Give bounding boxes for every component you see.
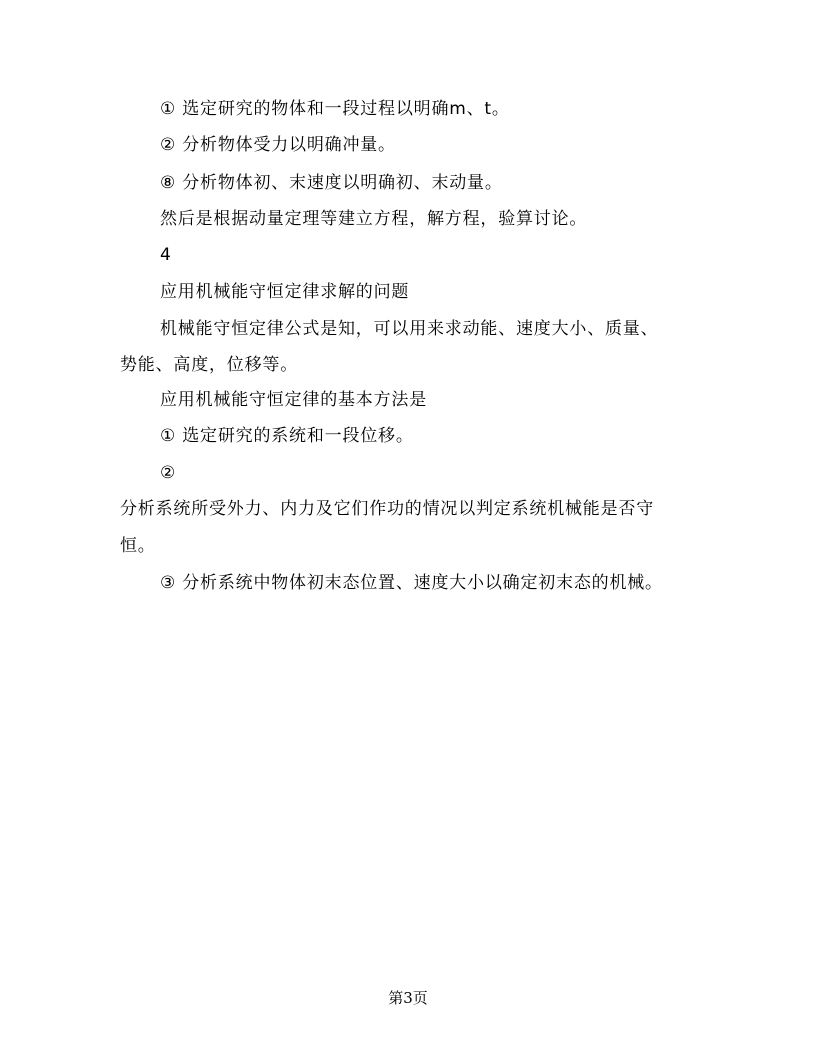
paragraph-step-3-velocity: ⑧ 分析物体初、末速度以明确初、末动量。 xyxy=(160,173,503,193)
paragraph-momentum-conclusion: 然后是根据动量定理等建立方程，解方程，验算讨论。 xyxy=(160,209,588,229)
paragraph-method-step-2-line-2: 恒。 xyxy=(120,536,156,556)
paragraph-method-step-2-line-1: 分析系统所受外力、内力及它们作功的情况以判定系统机械能是否守 xyxy=(120,499,654,519)
paragraph-method-step-2-marker: ② xyxy=(160,463,177,483)
paragraph-step-1-object: ① 选定研究的物体和一段过程以明确m、t。 xyxy=(160,99,510,119)
paragraph-method-step-1: ① 选定研究的系统和一段位移。 xyxy=(160,426,414,446)
paragraph-formula-line-2: 势能、高度，位移等。 xyxy=(120,355,298,375)
section-number: 4 xyxy=(160,245,172,265)
paragraph-method-intro: 应用机械能守恒定律的基本方法是 xyxy=(160,390,427,410)
section-heading: 应用机械能守恒定律求解的问题 xyxy=(160,282,410,302)
paragraph-method-step-3: ③ 分析系统中物体初末态位置、速度大小以确定初末态的机械。 xyxy=(160,573,663,593)
page-number: 第3页 xyxy=(388,989,428,1007)
paragraph-formula-line-1: 机械能守恒定律公式是知，可以用来求动能、速度大小、质量、 xyxy=(160,319,659,339)
paragraph-step-2-force: ② 分析物体受力以明确冲量。 xyxy=(160,135,396,155)
